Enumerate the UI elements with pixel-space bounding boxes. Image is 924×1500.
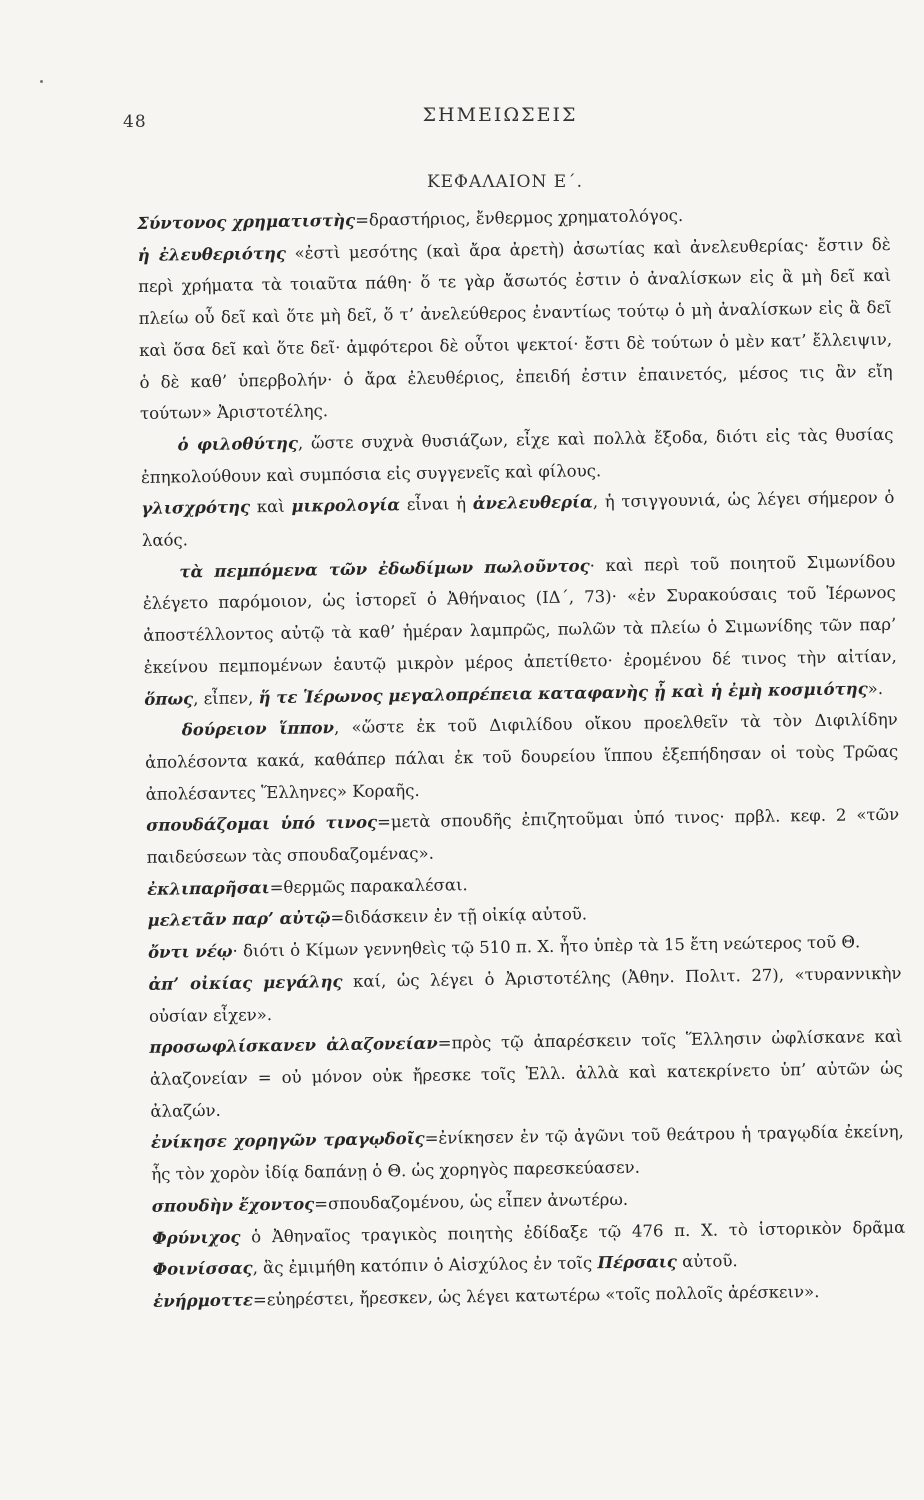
note-term: μελετᾶν παρ’ αὐτῷ [147, 908, 331, 931]
note-text: , ὥστε συχνὰ θυσιάζων, εἶχε καὶ πολλὰ ἔξοδα, διότι εἰς τὰς θυσίας ἐπηκολούθουν καὶ συμπόσια εἰς συγγενεῖς καὶ φίλους. [140, 424, 894, 487]
note-text: αὐτοῦ. [676, 1251, 738, 1272]
note-term: σπουδὴν ἔχοντος [151, 1194, 315, 1216]
note-text: =δραστήριος, ἔνθερμος χρηματολόγος. [354, 205, 684, 230]
note-entry [152, 1211, 906, 1286]
note-entry [142, 546, 897, 716]
note-term: σπουδάζομαι ὑπό τινος [146, 812, 378, 836]
note-text: , «ὥστε ἐκ τοῦ Διφιλίδου οἴκου προελθεῖν τὰ τὸν Διφιλίδην ἀπολέσοντα κακά, καθάπερ πάλαι ἐκ τοῦ δουρείου ἵππου ἐξεπήδησαν οἱ τοὺς Τρῶας ἀπολέσαντες Ἕλληνες» Κοραῆς. [145, 710, 899, 804]
note-term: ἥ τε Ἱέρωνος μεγαλοπρέπεια καταφανὴς ᾖ καὶ ἡ ἐμὴ κοσμιότης [258, 678, 868, 707]
note-text: · καὶ περὶ τοῦ ποιητοῦ Σιμωνίδου ἐλέγετο παρόμοιον, ὡς ἱστορεῖ ὁ Ἀθήναιος (ΙΔ΄, 73)· «ἐν Συρακούσαις τοῦ Ἱέρωνος ἀποστέλλοντος αὐτῷ τὰ καθ’ ἡμέραν λαμπρῶς, πωλῶν τὰ πλείω ὁ Σιμωνίδης τῶν παρ’ ἐκείνου πεμπομένων ἑαυτῷ μικρὸν μέρος ἀπετίθετο· ἐρομένου δέ τινος τὴν αἰτίαν, [142, 551, 897, 677]
note-text: · διότι ὁ Κίμων γεννηθεὶς τῷ 510 π. Χ. ἦτο ὑπὲρ τὰ 15 ἔτη νεώτερος τοῦ Θ. [232, 932, 861, 961]
note-text: =ἐνίκησεν ἐν τῷ ἀγῶνι τοῦ θεάτρου ἡ τραγῳδία ἐκείνη, ἧς τὸν χορὸν ἰδίᾳ δαπάνῃ ὁ Θ. ὡς χορηγὸς παρεσκεύασεν. [151, 1122, 904, 1184]
note-term: Πέρσαις [597, 1252, 678, 1273]
note-term: ἐκλιπαρῆσαι [146, 877, 270, 899]
note-term: Σύντονος χρηματιστὴς [137, 210, 356, 233]
note-term: μικρολογία [291, 495, 401, 517]
note-text: , εἶπεν, [192, 687, 259, 708]
note-text: =εὐηρέστει, ἤρεσκεν, ὡς λέγει κατωτέρω «τοῖς πολλοῖς ἀρέσκειν». [252, 1281, 820, 1310]
note-term: ὁ φιλοθύτης [177, 433, 299, 455]
note-text: =σπουδαζομένου, ὡς εἶπεν ἀνωτέρω. [314, 1189, 629, 1214]
note-text: καί, ὡς λέγει ὁ Ἀριστοτέλης (Ἀθην. Πολιτ. 27), «τυραννικὴν οὐσίαν εἶχεν». [148, 963, 902, 1026]
note-term: Φοινίσσας [152, 1258, 253, 1280]
note-text: «ἐστὶ μεσότης (καὶ ἄρα ἀρετὴ) ἀσωτίας καὶ ἀνελευθερίας· ἔστιν δὲ περὶ χρήματα τὰ τοιαῦτα πάθη· ὅ τε γὰρ ἄσωτός ἐστιν ὁ ἀναλίσκων εἰς ἃ μὴ δεῖ καὶ πλείω οὗ δεῖ καὶ ὅτε μὴ δεῖ, ὅ τ’ ἀνελεύθερος ἐναντίως τούτῳ ὁ μὴ ἀναλίσκων εἰς ἃ δεῖ καὶ ὅσα δεῖ καὶ ὅτε δεῖ· ἀμφότεροι δὲ οὗτοι ψεκτοί· ἔστι δὲ τούτων ὁ μὲν κατ’ ἔλλειψιν, ὁ δὲ καθ’ ὑπερβολήν· ὁ ἄρα ἐλευθέριος, ἐπειδή ἐστιν ἐπαινετός, μέσος τις ἂν εἴη τούτων» Ἀριστοτέλης. [138, 234, 893, 424]
note-entry [141, 482, 895, 557]
note-term: ἀπ’ οἰκίας μεγάλης [148, 971, 343, 994]
note-term: Φρύνιχος [152, 1227, 241, 1248]
note-term: τὰ πεμπόμενα τῶν ἐδωδίμων πωλοῦντος [179, 556, 590, 582]
note-entry [140, 419, 894, 494]
notes-body [137, 197, 906, 1318]
note-term: ἀνελευθερία [472, 492, 593, 514]
note-entry [146, 799, 900, 874]
note-text: , ἡ τσιγγουνιά, ὡς λέγει σήμερον ὁ λαός. [141, 488, 895, 550]
note-term: ἐνήρμοττε [153, 1290, 254, 1311]
note-term: ὄντι νέῳ [147, 941, 233, 963]
note-term: ἡ ἐλευθεριότης [137, 243, 287, 265]
note-text: ». [867, 678, 884, 698]
note-text: =πρὸς τῷ ἀπαρέσκειν τοῖς Ἕλλησιν ὠφλίσκανε καὶ ἀλαζονείαν = οὐ μόνον οὐκ ἤρεσκε τοῖς Ἑλλ. ἀλλὰ καὶ κατεκρίνετο ὑπ’ αὐτῶν ὡς ἀλαζών. [149, 1027, 903, 1121]
note-entry [137, 229, 893, 430]
note-term: δούρειον ἵππον [181, 718, 335, 740]
note-text: =μετὰ σπουδῆς ἐπιζητοῦμαι ὑπό τινος· πρβλ. κεφ. 2 «τῶν παιδεύσεων τὰς σπουδαζομένας». [146, 805, 900, 867]
note-entry [145, 704, 899, 810]
note-text: ὁ Ἀθηναῖος τραγικὸς ποιητὴς ἐδίδαξε τῷ 476 π. Χ. τὸ ἱστορικὸν δρᾶμα [240, 1217, 906, 1247]
note-term: ὅπως [144, 688, 194, 709]
note-text: καὶ [249, 497, 292, 517]
note-text: =θερμῶς παρακαλέσαι. [269, 874, 468, 897]
note-text: =διδάσκειν ἐν τῇ οἰκίᾳ αὐτοῦ. [330, 904, 588, 928]
note-entry [149, 1021, 903, 1127]
note-text: εἶναι ἡ [399, 494, 473, 515]
note-text: , ἃς ἐμιμήθη κατόπιν ὁ Αἰσχύλος ἐν τοῖς [252, 1253, 598, 1278]
note-entry [151, 1116, 905, 1191]
note-term: ἐνίκησε χορηγῶν τραγῳδοῖς [150, 1129, 425, 1153]
note-entry [148, 958, 902, 1033]
page-number: 48 [123, 112, 147, 132]
running-head: ΣΗΜΕΙΩΣΕΙΣ [422, 104, 578, 126]
note-term: προσωφλίσκανεν ἀλαζονείαν [149, 1033, 438, 1058]
paper-speck [40, 80, 43, 83]
note-term: γλισχρότης [141, 497, 251, 519]
chapter-title: ΚΕΦΑΛΑΙΟΝ Ε΄. [426, 172, 584, 192]
